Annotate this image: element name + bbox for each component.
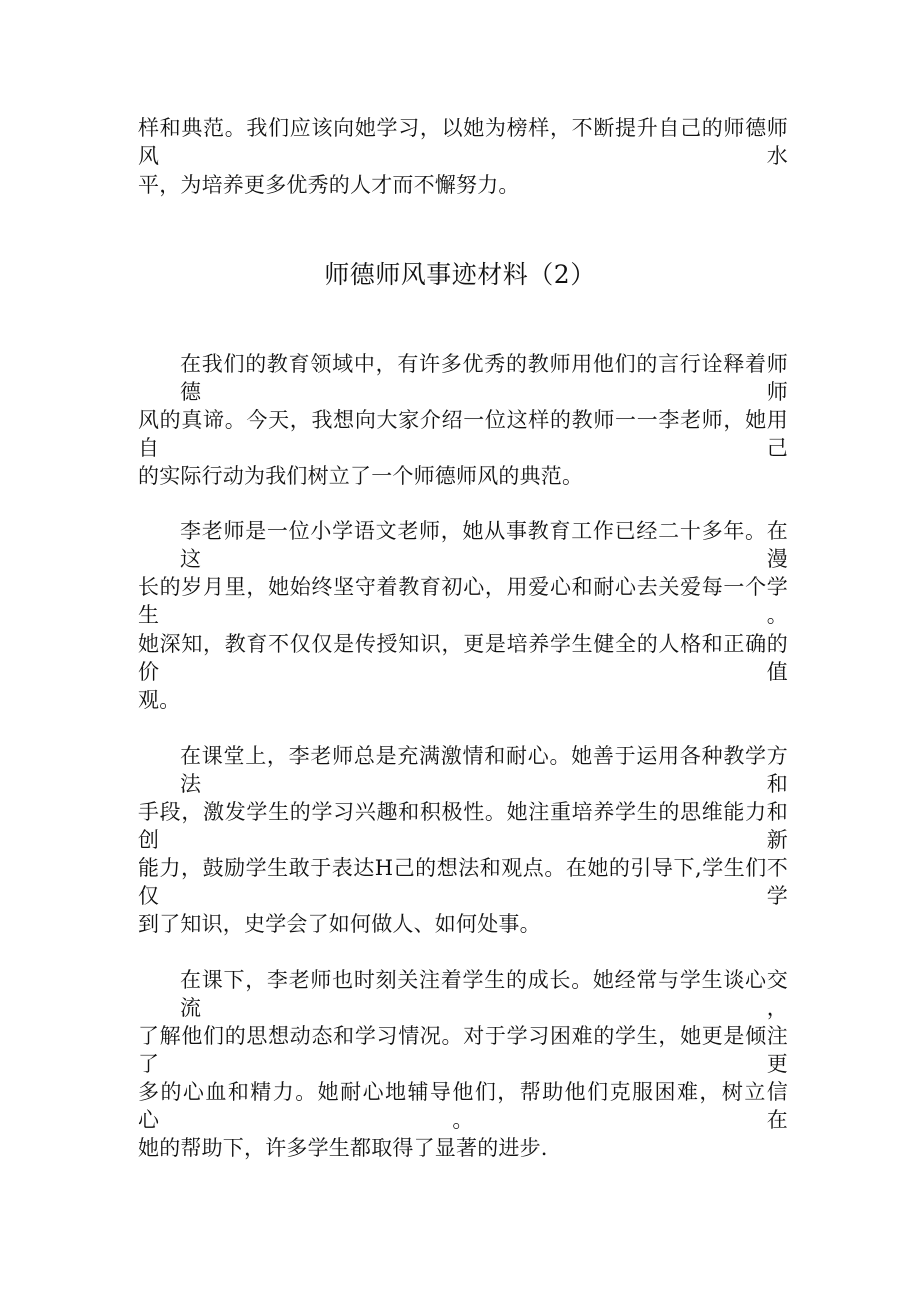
paragraph-line: 在课堂上，李老师总是充满激情和耐心。她善于运用各种教学方法和 [180,744,788,796]
paragraph-line: 手段，激发学生的学习兴趣和积极性。她注重培养学生的思维能力和创新 [138,800,788,852]
paragraph-line: 观。 [138,688,181,712]
paragraph-line: 在课下，李老师也时刻关注着学生的成长。她经常与学生谈心交流， [180,968,788,1020]
paragraph-line: 到了知识，史学会了如何做人、如何处事。 [138,912,541,936]
paragraph-line: 能力，鼓励学生敢于表达H己的想法和观点。在她的引导下,学生们不仅学 [138,856,788,908]
paragraph-line: 在我们的教育领域中，有许多优秀的教师用他们的言行诠释着师德师 [180,352,788,404]
paragraph-line: 风的真谛。今天，我想向大家介绍一位这样的教师一一李老师，她用自己 [138,408,788,460]
paragraph-line: 李老师是一位小学语文老师，她从事教育工作已经二十多年。在这漫 [180,519,788,571]
paragraph-line: 她的帮助下，许多学生都取得了显著的进步. [138,1136,548,1160]
paragraph-line: 了解他们的思想动态和学习情况。对于学习困难的学生，她更是倾注了更 [138,1024,788,1076]
paragraph-line: 平，为培养更多优秀的人才而不懈努力。 [138,173,520,197]
paragraph-line: 她深知，教育不仅仅是传授知识，更是培养学生健全的人格和正确的价值 [138,632,788,684]
paragraph-line: 长的岁月里，她始终坚守着教育初心，用爱心和耐心去关爱每一个学生。 [138,575,788,627]
paragraph-line: 多的心血和精力。她耐心地辅导他们，帮助他们克服困难，树立信心。在 [138,1080,788,1132]
paragraph-line: 样和典范。我们应该向她学习，以她为榜样，不断提升自己的师德师风水 [138,116,788,168]
document-title: 师德师风事迹材料（2） [324,260,596,289]
paragraph-line: 的实际行动为我们树立了一个师德师风的典范。 [138,464,584,488]
